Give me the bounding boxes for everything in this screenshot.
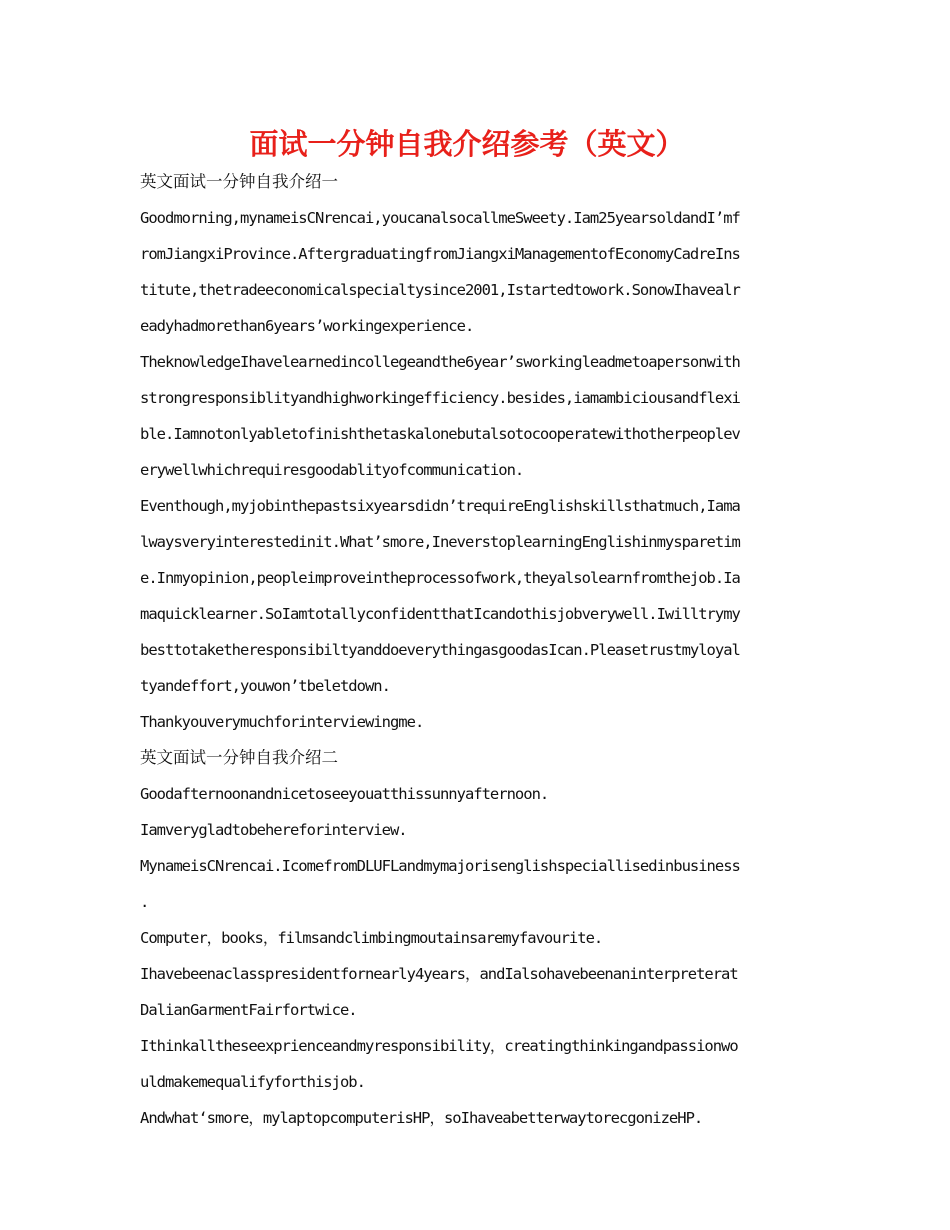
paragraph-line: . [140,893,149,911]
paragraph-line: Iamverygladtobehereforinterview. [140,821,407,839]
paragraph-line: Ithinkalltheseexprienceandmyresponsibility，creatingthinkingandpassionwo [140,1037,738,1055]
section-heading: 英文面试一分钟自我介绍二 [140,748,338,767]
paragraph-line: DalianGarmentFairfortwice. [140,1001,357,1019]
paragraph-line: Andwhat‘smore，mylaptopcomputerisHP，soIhaveabetterwaytorecgonizeHP. [140,1109,703,1127]
paragraph-line: Ihavebeenaclasspresidentfornearly4years，andIalsohavebeenaninterpreterat [140,965,738,983]
paragraph-line: titute,thetradeeconomicalspecialtysince2001,Istartedtowork.SonowIhavealr [140,281,740,299]
paragraph-line: maquicklearner.SoIamtotallyconfidentthatIcandothisjobverywell.Iwilltrymy [140,605,740,623]
document-title: 面试一分钟自我介绍参考（英文） [249,127,685,161]
paragraph-line: Goodmorning,mynameisCNrencai,youcanalsocallmeSweety.Iam25yearsoldandI’mf [140,209,740,227]
paragraph-line: besttotaketheresponsibiltyanddoeverythingasgoodasIcan.Pleasetrustmyloyal [140,641,740,659]
paragraph-line: Thankyouverymuchforinterviewingme. [140,713,424,731]
paragraph-line: ble.Iamnotonlyabletofinishthetaskalonebutalsotocooperatewithotherpeoplev [140,425,740,443]
paragraph-line: tyandeffort,youwon’tbeletdown. [140,677,390,695]
paragraph-line: Goodafternoonandnicetoseeyouatthissunnyafternoon. [140,785,549,803]
paragraph-line: erywellwhichrequiresgoodablityofcommunication. [140,461,524,479]
paragraph-line: strongresponsiblityandhighworkingefficiency.besides,iamambiciousandflexi [140,389,740,407]
document-body [140,164,812,1136]
paragraph-line: uldmakemequalifyforthisjob. [140,1073,365,1091]
paragraph-line: Computer，books，filmsandclimbingmoutainsaremyfavourite. [140,929,603,947]
paragraph-line: lwaysveryinterestedinit.What’smore,IneverstoplearningEnglishinmysparetim [140,533,740,551]
paragraph-line: TheknowledgeIhavelearnedincollegeandthe6year’sworkingleadmetoapersonwith [140,353,740,371]
paragraph-line: Eventhough,myjobinthepastsixyearsdidn’trequireEnglishskillsthatmuch,Iama [140,497,740,515]
paragraph-line: e.Inmyopinion,peopleimproveintheprocessofwork,theyalsolearnfromthejob.Ia [140,569,740,587]
paragraph-line: eadyhadmorethan6years’workingexperience. [140,317,474,335]
paragraph-line: MynameisCNrencai.IcomefromDLUFLandmymajorisenglishspeciallisedinbusiness [140,857,740,875]
paragraph-line: romJiangxiProvince.AftergraduatingfromJiangxiManagementofEconomyCadreIns [140,245,740,263]
section-heading: 英文面试一分钟自我介绍一 [140,172,338,191]
